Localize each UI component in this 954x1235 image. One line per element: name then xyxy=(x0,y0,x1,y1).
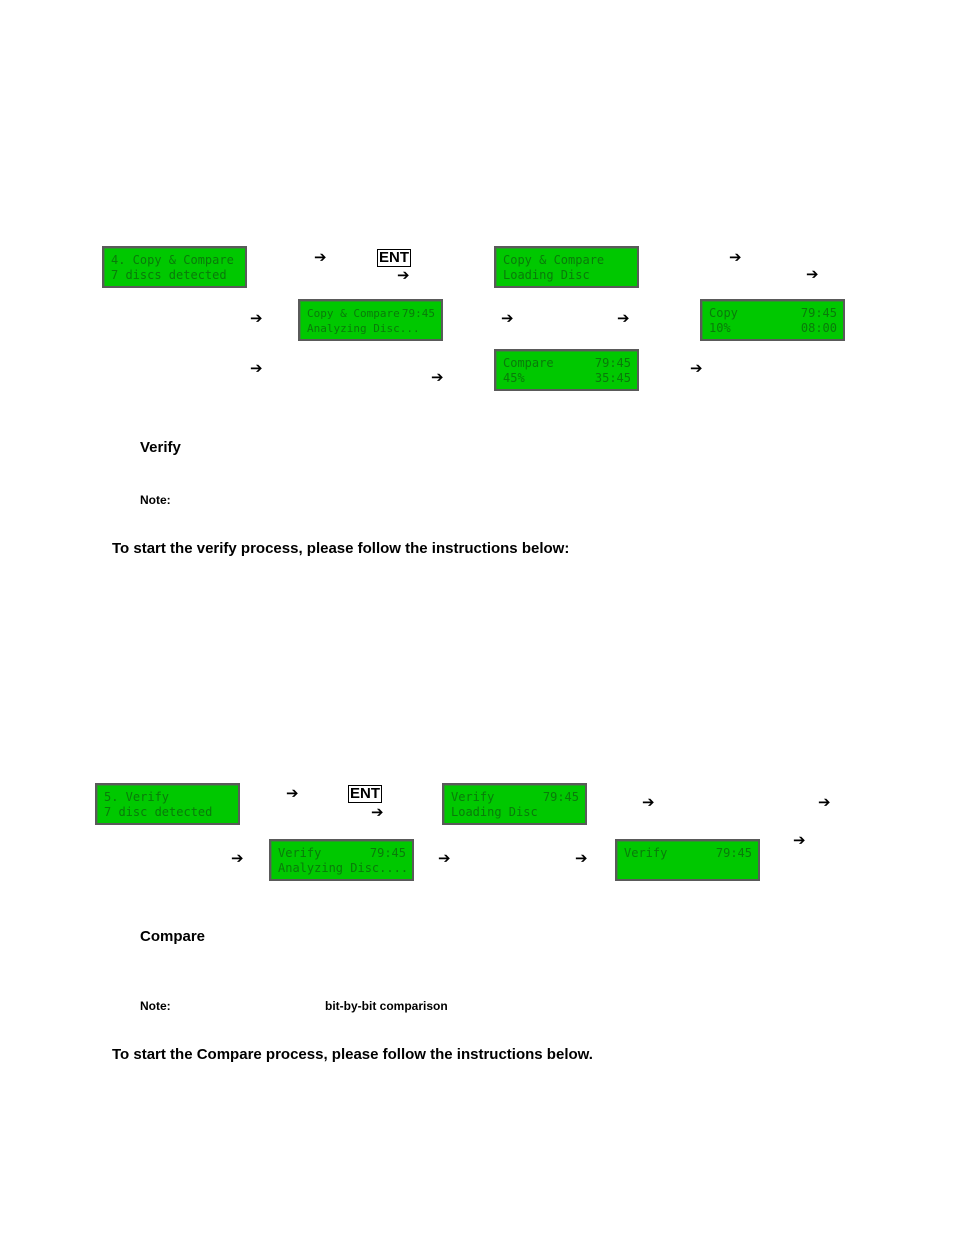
lcd-compare-progress xyxy=(494,349,639,391)
arrow-right-icon: ➔ xyxy=(286,784,299,802)
lcd-line2: 45% xyxy=(503,371,525,385)
arrow-right-icon: ➔ xyxy=(431,368,444,386)
lcd-line1: Verify xyxy=(451,790,495,804)
compare-note-label: Note: xyxy=(140,999,171,1013)
arrow-right-icon: ➔ xyxy=(231,849,244,867)
lcd-line2: Analyzing Disc... xyxy=(307,322,420,335)
lcd-line1: 5. Verify xyxy=(104,790,170,804)
lcd-verify-menu xyxy=(95,783,240,825)
lcd-line1: 4. Copy & Compare xyxy=(111,253,234,267)
lcd-line1: Verify xyxy=(624,846,668,860)
lcd-line2: Analyzing Disc.... xyxy=(278,861,409,875)
verify-heading: Verify xyxy=(140,439,181,456)
arrow-right-icon: ➔ xyxy=(642,793,655,811)
lcd-line1-right: 79:45 xyxy=(401,307,435,320)
lcd-line1-right: 79:45 xyxy=(542,790,579,804)
arrow-right-icon: ➔ xyxy=(314,248,327,266)
arrow-right-icon: ➔ xyxy=(371,803,384,821)
arrow-right-icon: ➔ xyxy=(438,849,451,867)
lcd-copy-compare-analyzing xyxy=(298,299,443,341)
lcd-line1: Copy & Compare xyxy=(307,307,400,320)
lcd-line1-right: 79:45 xyxy=(594,356,631,370)
lcd-line1: Verify xyxy=(278,846,322,860)
arrow-right-icon: ➔ xyxy=(729,248,742,266)
lcd-line2-right: 08:00 xyxy=(800,321,837,335)
compare-heading: Compare xyxy=(140,928,206,945)
arrow-right-icon: ➔ xyxy=(617,309,630,327)
lcd-line1-right: 79:45 xyxy=(800,306,837,320)
ent-key-label: ENT xyxy=(350,785,380,802)
arrow-right-icon: ➔ xyxy=(250,309,263,327)
arrow-right-icon: ➔ xyxy=(806,265,819,283)
verify-instructions: To start the verify process, please follow the instructions below: xyxy=(112,540,570,557)
ent-key-label: ENT xyxy=(379,249,409,266)
lcd-verify-loading xyxy=(442,783,587,825)
lcd-verify-progress xyxy=(615,839,760,881)
arrow-right-icon: ➔ xyxy=(690,359,703,377)
arrow-right-icon: ➔ xyxy=(793,831,806,849)
arrow-right-icon: ➔ xyxy=(818,793,831,811)
lcd-line2: Loading Disc xyxy=(451,805,538,819)
lcd-line1-right: 79:45 xyxy=(369,846,406,860)
lcd-line1: Compare xyxy=(503,356,554,370)
lcd-line2: 7 discs detected xyxy=(111,268,227,282)
lcd-line2: 7 disc detected xyxy=(104,805,213,819)
compare-instructions: To start the Compare process, please follow the instructions below. xyxy=(112,1046,593,1063)
lcd-copy-compare-loading xyxy=(494,246,639,288)
compare-note-text: bit-by-bit comparison xyxy=(325,999,448,1013)
arrow-right-icon: ➔ xyxy=(250,359,263,377)
arrow-right-icon: ➔ xyxy=(575,849,588,867)
lcd-line1: Copy xyxy=(709,306,738,320)
lcd-line1-right: 79:45 xyxy=(715,846,752,860)
arrow-right-icon: ➔ xyxy=(501,309,514,327)
lcd-line1: Copy & Compare xyxy=(503,253,605,267)
lcd-line2-right: 35:45 xyxy=(594,371,631,385)
lcd-copy-compare-menu xyxy=(102,246,247,288)
lcd-copy-progress xyxy=(700,299,845,341)
arrow-right-icon: ➔ xyxy=(397,266,410,284)
lcd-line2: Loading Disc xyxy=(503,268,590,282)
verify-note-label: Note: xyxy=(140,493,171,507)
lcd-verify-analyzing xyxy=(269,839,414,881)
lcd-line2: 10% xyxy=(709,321,731,335)
